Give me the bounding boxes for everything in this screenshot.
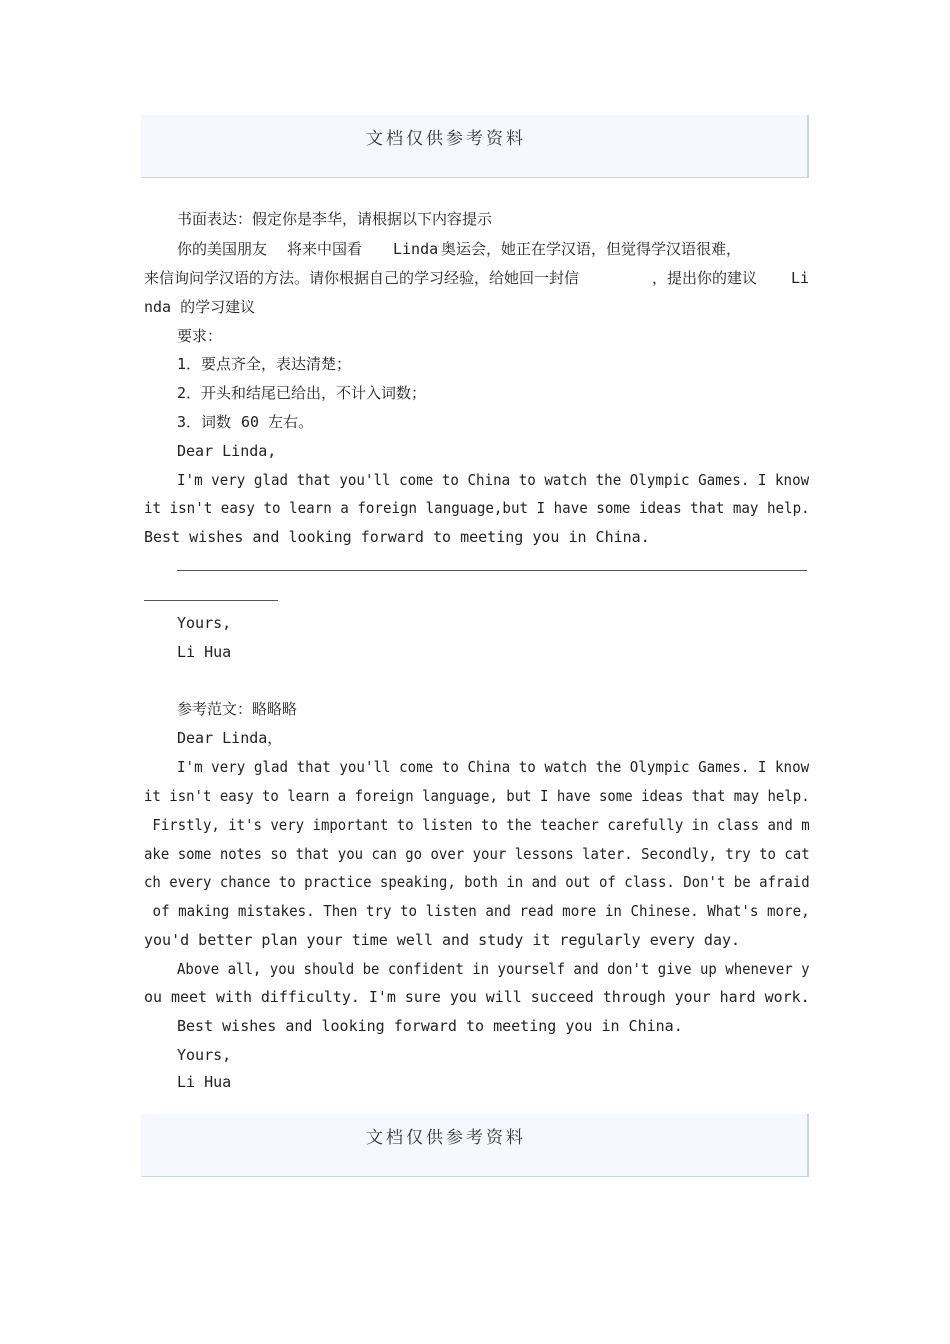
model-line: Best wishes and looking forward to meeting you in China.: [177, 1017, 683, 1035]
prompt-line-1-b: 将来中国看: [287, 240, 363, 258]
model-answer-label: 参考范文：略略略: [177, 700, 298, 718]
answer-blank-line: [144, 600, 278, 601]
model-line: ou meet with difficulty. I'm sure you will succeed through your hard work.: [144, 988, 810, 1006]
requirements-label: 要求：: [177, 327, 223, 345]
requirement-3-a: 3．词数: [177, 413, 232, 431]
prompt-line-2-b: ，提出你的建议: [652, 269, 758, 287]
model-signature: Li Hua: [177, 1073, 232, 1091]
prompt-line-2-a: 来信询问学汉语的方法。请你根据自己的学习经验，给她回一封信: [144, 269, 580, 287]
requirement-1: 1．要点齐全，表达清楚；: [177, 355, 352, 373]
template-body-line: I'm very glad that you'll come to China to watch the Olympic Games. I know: [177, 471, 810, 489]
model-line: of making mistakes. Then try to listen and read more in Chinese. What's more,: [144, 902, 810, 920]
template-body-line: it isn't easy to learn a foreign language,but I have some ideas that may help.: [144, 499, 810, 517]
prompt-line-1-c: Linda: [393, 240, 439, 258]
answer-blank-line: [177, 570, 807, 571]
task-intro: 书面表达：假定你是李华，请根据以下内容提示: [177, 210, 493, 228]
model-line: I'm very glad that you'll come to China to watch the Olympic Games. I know: [177, 758, 810, 776]
prompt-line-1-a: 你的美国朋友: [177, 240, 268, 258]
footer-banner-title: 文档仅供参考资料: [366, 1128, 526, 1148]
prompt-line-3: nda 的学习建议: [144, 298, 256, 316]
model-line: it isn't easy to learn a foreign language, but I have some ideas that may help.: [144, 787, 810, 805]
footer-banner: [141, 1114, 809, 1177]
model-line: you'd better plan your time well and study it regularly every day.: [144, 931, 741, 949]
template-body-line: Best wishes and looking forward to meeting you in China.: [144, 528, 650, 546]
model-line: ake some notes so that you can go over your lessons later. Secondly, try to cat: [144, 845, 810, 863]
template-salutation: Dear Linda,: [177, 442, 277, 460]
requirement-2: 2．开头和结尾已给出，不计入词数；: [177, 384, 427, 402]
model-closing: Yours,: [177, 1046, 232, 1064]
prompt-line-2-c: Li: [791, 269, 810, 287]
header-banner-title: 文档仅供参考资料: [366, 129, 526, 149]
model-line: ch every chance to practice speaking, both in and out of class. Don't be afraid: [144, 873, 810, 891]
template-closing: Yours,: [177, 614, 232, 632]
header-banner: [141, 115, 809, 178]
prompt-line-1-d: 奥运会，她正在学汉语，但觉得学汉语很难，: [441, 240, 742, 258]
requirement-3-b: 60 左右。: [241, 413, 314, 431]
model-line: Above all, you should be confident in yourself and don't give up whenever y: [177, 960, 810, 978]
model-salutation: Dear Linda，: [177, 729, 283, 747]
template-signature: Li Hua: [177, 643, 232, 661]
model-line: Firstly, it's very important to listen to the teacher carefully in class and m: [144, 816, 810, 834]
